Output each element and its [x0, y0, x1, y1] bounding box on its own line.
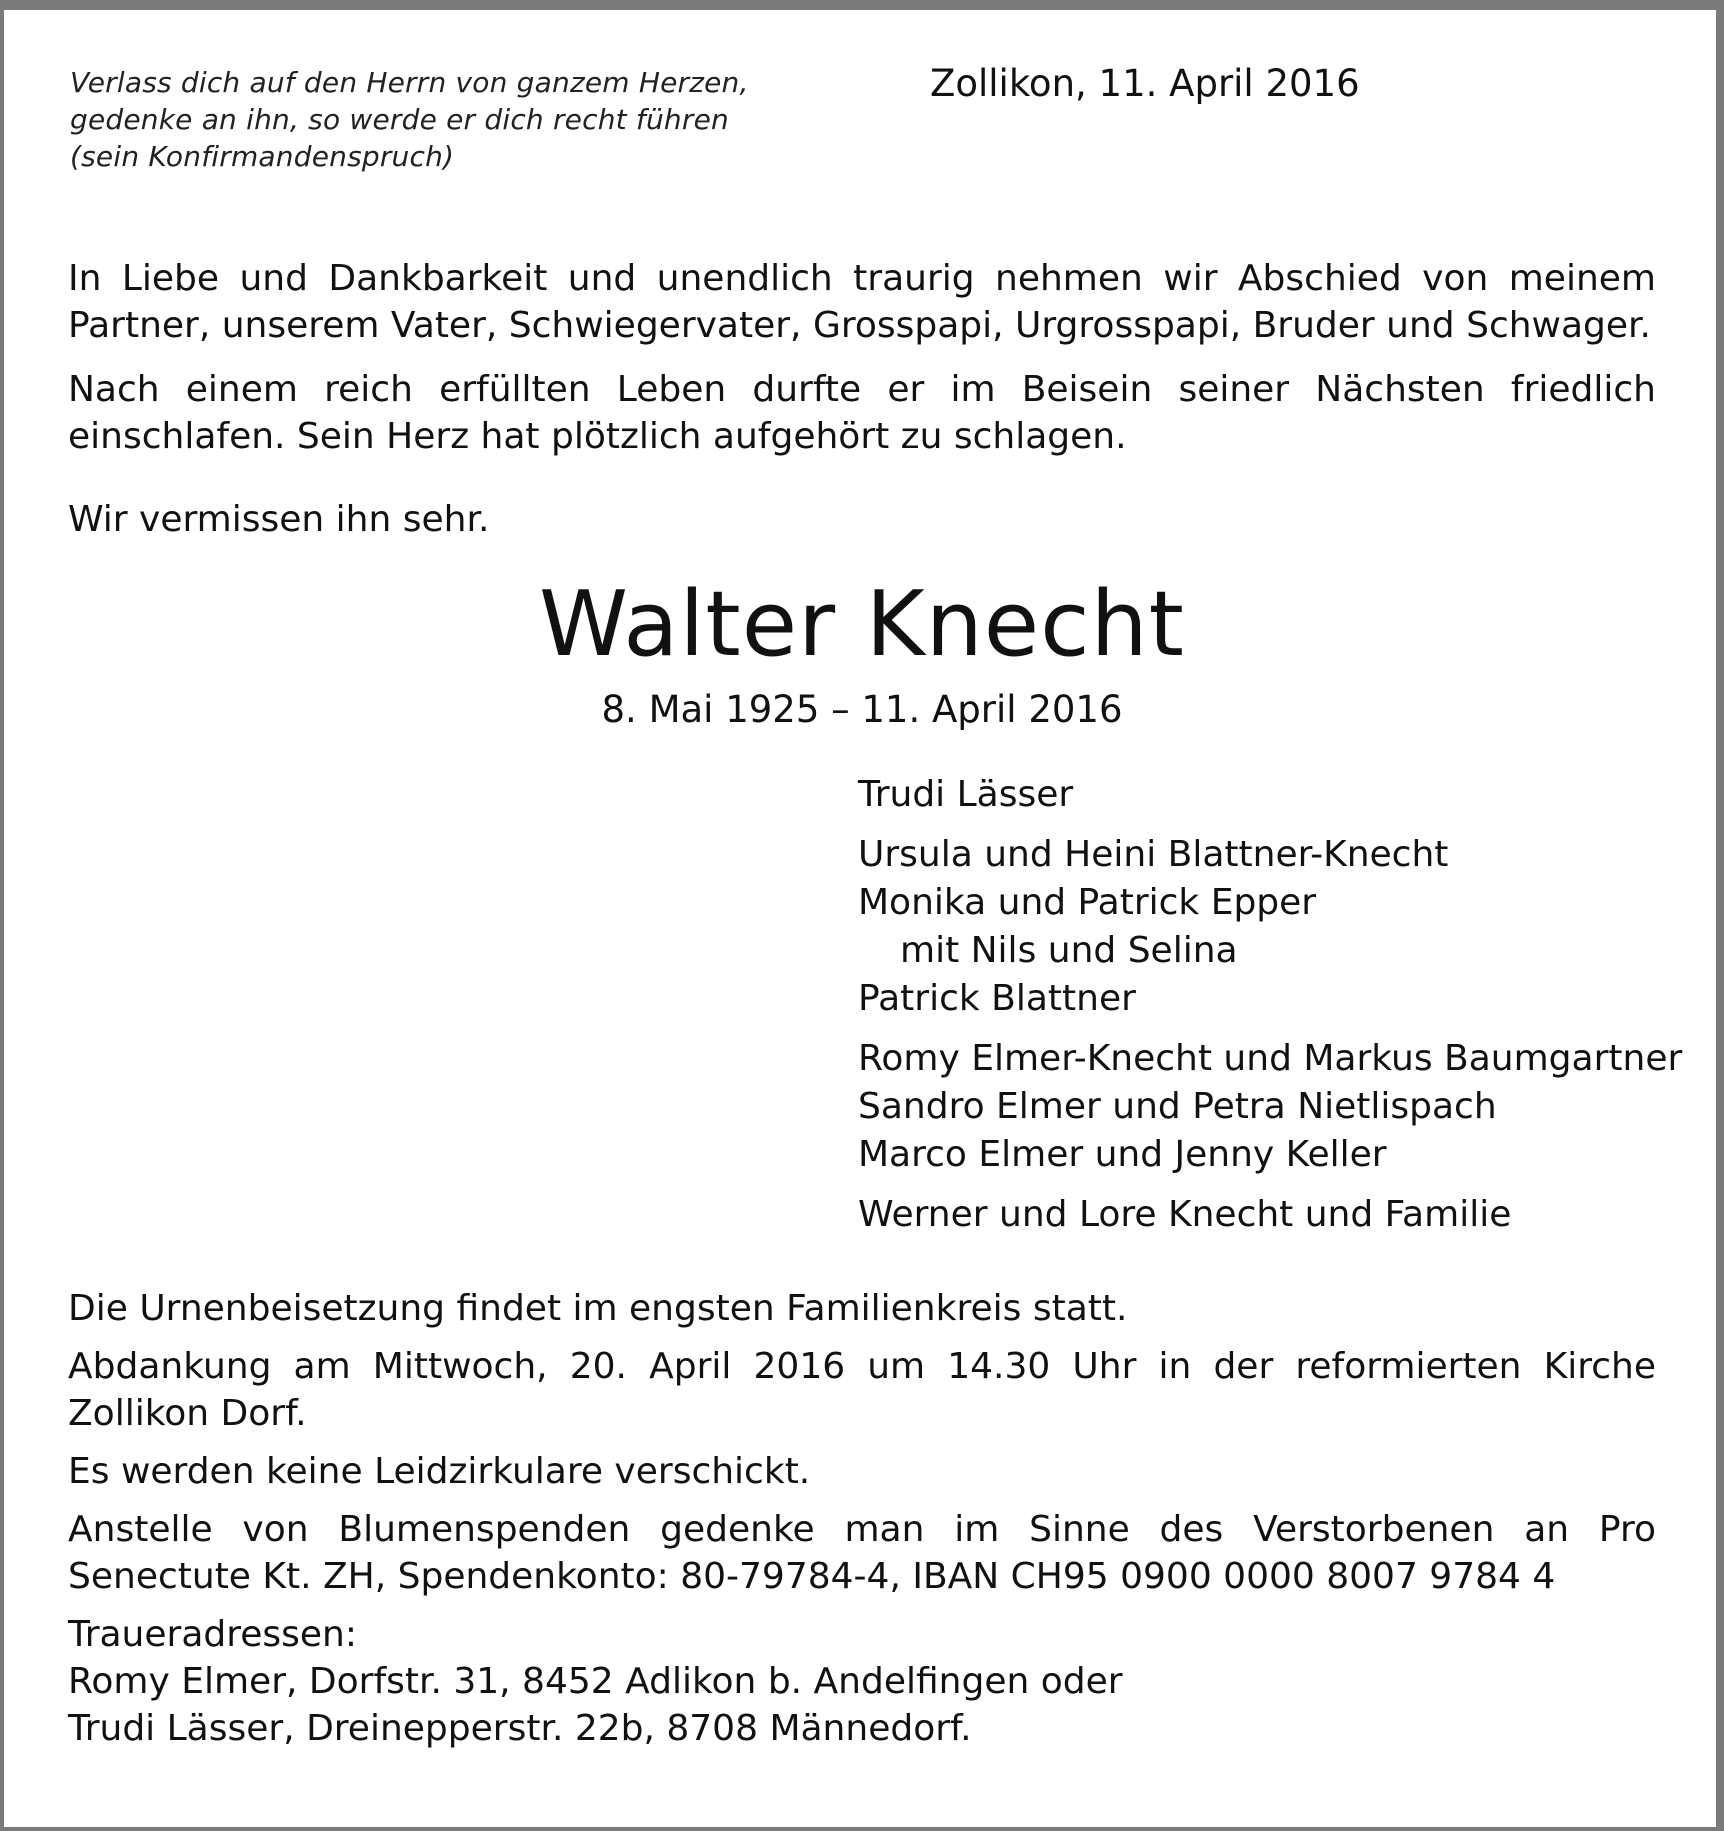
- place-date: Zollikon, 11. April 2016: [930, 62, 1360, 105]
- circulars-notice: Es werden keine Leidzirkulare verschickt.: [68, 1451, 811, 1492]
- mourner-name: Werner und Lore Knecht und Familie: [858, 1194, 1512, 1235]
- deceased-name: Walter Knecht: [539, 572, 1185, 677]
- addresses-heading: Traueradressen:: [68, 1614, 358, 1655]
- motto-line: (sein Konfirmandenspruch): [70, 140, 455, 173]
- intro-text: [68, 255, 1656, 560]
- mourner-group: [858, 831, 1682, 1023]
- mourner-name: Monika und Patrick Epper: [858, 882, 1317, 923]
- mourning-addresses: [68, 1611, 1656, 1752]
- notices-section: [68, 1285, 1656, 1763]
- mourner-group: [858, 771, 1682, 819]
- mourners-list: [858, 771, 1682, 1251]
- burial-notice: Die Urnenbeisetzung findet im engsten Familienkreis statt.: [68, 1288, 1128, 1329]
- motto-line: Verlass dich auf den Herrn von ganzem Herzen,: [70, 66, 749, 99]
- mourner-name: Patrick Blattner: [858, 978, 1136, 1019]
- motto-line: gedenke an ihn, so werde er dich recht führen: [70, 103, 729, 136]
- address-line: Trudi Lässer, Dreinepperstr. 22b, 8708 Männedorf.: [68, 1708, 972, 1749]
- mourner-name: Sandro Elmer und Petra Nietlispach: [858, 1086, 1497, 1127]
- passing-paragraph: Nach einem reich erfüllten Leben durfte er im Beisein seiner Nächsten friedlich einschlafen. Sein Herz hat plötzlich aufgehört zu schlagen.: [68, 369, 1656, 457]
- mourner-group: [858, 1035, 1682, 1179]
- mourner-name: Romy Elmer-Knecht und Markus Baumgartner: [858, 1038, 1683, 1079]
- service-notice: Abdankung am Mittwoch, 20. April 2016 um 14.30 Uhr in der reformierten Kirche Zollikon Dorf.: [68, 1346, 1656, 1434]
- mourner-name: Marco Elmer und Jenny Keller: [858, 1134, 1387, 1175]
- motto-verse: [70, 64, 749, 175]
- miss-line: Wir vermissen ihn sehr.: [68, 499, 490, 540]
- mourner-group: [858, 1191, 1682, 1239]
- mourner-name: mit Nils und Selina: [900, 930, 1238, 971]
- mourner-name: Trudi Lässer: [858, 774, 1074, 815]
- mourner-name: Ursula und Heini Blattner-Knecht: [858, 834, 1449, 875]
- donation-notice: Anstelle von Blumenspenden gedenke man im Sinne des Verstorbenen an Pro Senectute Kt. ZH, Spendenkonto: 80-79784-4, IBAN CH95 0900 0000 8007 9784 4: [68, 1509, 1656, 1597]
- address-line: Romy Elmer, Dorfstr. 31, 8452 Adlikon b. Andelfingen oder: [68, 1661, 1123, 1702]
- farewell-paragraph: In Liebe und Dankbarkeit und unendlich traurig nehmen wir Abschied von meinem Partner, unserem Vater, Schwiegervater, Grosspapi, Urgrosspapi, Bruder und Schwager.: [68, 258, 1656, 346]
- lifespan-dates: 8. Mai 1925 – 11. April 2016: [601, 688, 1123, 731]
